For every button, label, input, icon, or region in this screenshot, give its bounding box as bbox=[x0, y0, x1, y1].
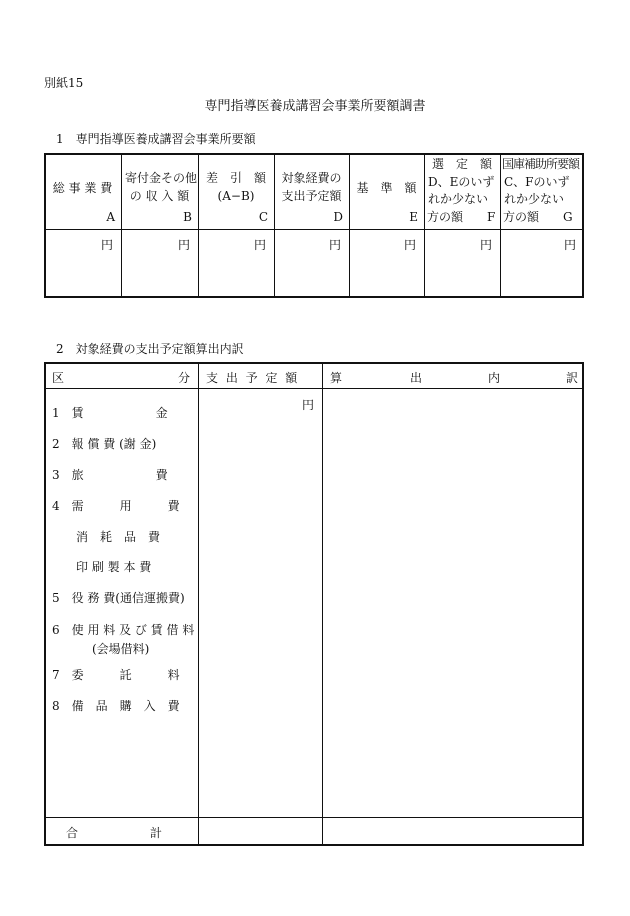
attachment-label: 別紙15 bbox=[44, 76, 84, 90]
col-title: 差 引 額 bbox=[205, 171, 266, 185]
divider bbox=[322, 362, 323, 846]
divider bbox=[44, 817, 584, 818]
col-title: 基 準 額 bbox=[356, 181, 417, 195]
col-sub: の 収 入 額 bbox=[129, 189, 190, 203]
col-title: 寄付金その他 bbox=[125, 171, 198, 185]
divider bbox=[198, 153, 199, 298]
divider bbox=[121, 153, 122, 298]
col-letter: B bbox=[183, 210, 192, 224]
col-title: 選 定 額 bbox=[431, 157, 492, 171]
col-letter: E bbox=[409, 210, 418, 224]
col-title: 総 事 業 費 bbox=[52, 181, 113, 195]
yen-unit: 円 bbox=[480, 238, 493, 252]
header-calc-3: 内 bbox=[488, 371, 501, 385]
col-letter: D bbox=[333, 210, 343, 224]
item6-sub: (会場借料) bbox=[92, 642, 150, 656]
col-letter: C bbox=[258, 210, 268, 224]
list-item: 消 耗 品 費 bbox=[52, 530, 161, 544]
yen-unit: 円 bbox=[178, 238, 191, 252]
list-item: 6 使 用 料 及 び 賃 借 料 bbox=[52, 623, 195, 637]
col-sub: 支出予定額 bbox=[281, 189, 342, 203]
header-calc-4: 訳 bbox=[566, 371, 579, 385]
list-item: 7 委 託 料 bbox=[52, 668, 180, 682]
list-item: 4 需 用 費 bbox=[52, 499, 180, 513]
total-label: 合 計 bbox=[66, 826, 163, 840]
list-item: 1 賃 金 bbox=[52, 406, 168, 420]
list-item: 3 旅 費 bbox=[52, 468, 168, 482]
yen-unit: 円 bbox=[254, 238, 267, 252]
divider bbox=[500, 153, 501, 298]
col-letter: 方の額 F bbox=[427, 210, 496, 224]
header-category-right: 分 bbox=[178, 371, 191, 385]
col-title: 国庫補助所要額 bbox=[502, 157, 580, 171]
divider bbox=[349, 153, 350, 298]
divider bbox=[44, 388, 584, 389]
header-category-left: 区 bbox=[52, 371, 65, 385]
col-title: 対象経費の bbox=[281, 171, 342, 185]
yen-unit: 円 bbox=[564, 238, 577, 252]
header-calc-1: 算 bbox=[330, 371, 343, 385]
yen-unit: 円 bbox=[101, 238, 114, 252]
yen-unit: 円 bbox=[329, 238, 342, 252]
col-sub: (A−B) bbox=[217, 189, 255, 203]
divider bbox=[198, 362, 199, 846]
divider bbox=[44, 229, 584, 230]
section2-heading: 2 対象経費の支出予定額算出内訳 bbox=[56, 342, 244, 356]
yen-unit: 円 bbox=[404, 238, 417, 252]
list-item: 2 報 償 費 (謝 金) bbox=[52, 437, 157, 451]
header-calc-2: 出 bbox=[410, 371, 423, 385]
divider bbox=[424, 153, 425, 298]
col-letter: A bbox=[106, 210, 115, 224]
list-item: 5 役 務 費(通信運搬費) bbox=[52, 591, 185, 605]
section1-heading: 1 専門指導医養成講習会事業所要額 bbox=[56, 132, 256, 146]
col-letter: 方の額 G bbox=[503, 210, 573, 224]
header-amount: 支 出 予 定 額 bbox=[206, 371, 300, 385]
list-item: 印 刷 製 本 費 bbox=[52, 560, 152, 574]
col-sub: C、Fのいず bbox=[504, 175, 570, 189]
list-item: 8 備 品 購 入 費 bbox=[52, 699, 180, 713]
divider bbox=[274, 153, 275, 298]
col-sub: D、Eのいず bbox=[428, 175, 495, 189]
document-title: 専門指導医養成講習会事業所要額調書 bbox=[204, 99, 426, 114]
col-sub: れか少ない bbox=[428, 192, 489, 206]
amount-unit: 円 bbox=[302, 398, 315, 412]
col-sub: れか少ない bbox=[504, 192, 565, 206]
